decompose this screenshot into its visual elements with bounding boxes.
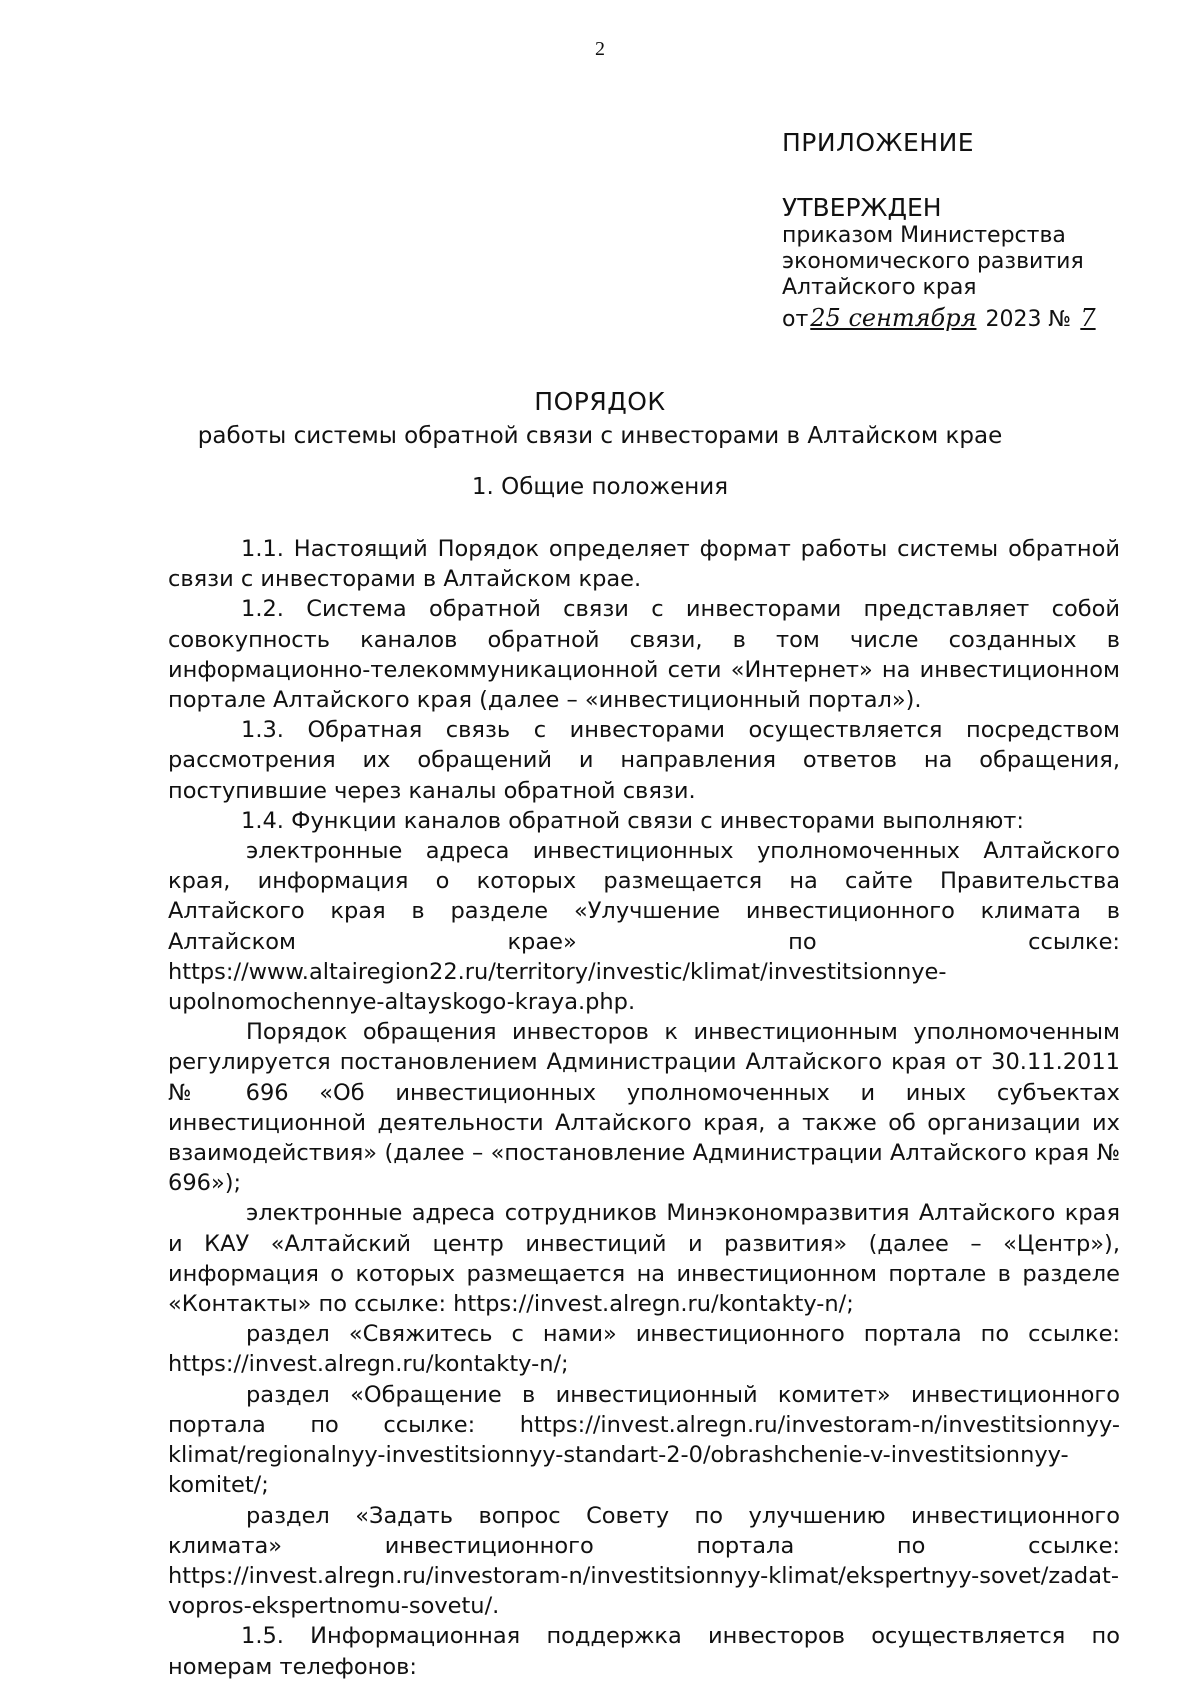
paragraph-1-4: 1.4. Функции каналов обратной связи с инвесторами выполняют:	[241, 807, 1024, 834]
section-heading: 1. Общие положения	[471, 474, 729, 500]
document-title	[0, 385, 1200, 453]
appendix-label: ПРИЛОЖЕНИЕ	[782, 128, 975, 157]
approval-line-1: приказом Министерства	[782, 223, 1066, 248]
paragraph-investment-committee: раздел «Обращение в инвестиционный комитет» инвестиционного портала по ссылке: https://invest.alregn.ru/investoram-n/investitsionnyy-klimat/regionalnyy-investitsionnyy-standart-2-0/obrashchenie-v-investitsionnyy-komitet/;	[168, 1381, 1120, 1499]
approval-line-2: экономического развития	[782, 249, 1084, 274]
approval-block	[782, 128, 1162, 337]
paragraph-channel-emails: электронные адреса инвестиционных уполномоченных Алтайского края, информация о которых размещается на сайте Правительства Алтайского края в разделе «Улучшение инвестиционного климата в Алтайском крае» по ссылке: https://www.altairegion22.ru/territory/investic/klimat/investitsionnye-upolnomochennye-altayskogo-kraya.php.	[168, 838, 1120, 1016]
date-prefix: от	[782, 307, 809, 332]
title-subtitle: работы системы обратной связи с инвесторами в Алтайском крае	[197, 423, 1003, 449]
approval-date-line	[782, 301, 1162, 337]
page-number: 2	[595, 38, 605, 60]
paragraph-staff-emails: электронные адреса сотрудников Минэкономразвития Алтайского края и КАУ «Алтайский центр инвестиций и развития» (далее – «Центр»), информация о которых размещается на инвестиционном портале в разделе «Контакты» по ссылке: https://invest.alregn.ru/kontakty-n/;	[168, 1200, 1120, 1318]
paragraph-ask-council: раздел «Задать вопрос Совету по улучшению инвестиционного климата» инвестиционного портала по ссылке: https://invest.alregn.ru/investoram-n/investitsionnyy-klimat/ekspertnyy-sovet/zadat-vopros-ekspertnomu-sovetu/.	[168, 1502, 1120, 1620]
approved-label: УТВЕРЖДЕН	[782, 193, 942, 222]
paragraph-1-3: 1.3. Обратная связь с инвесторами осуществляется посредством рассмотрения их обращений и направления ответов на обращения, поступившие через каналы обратной связи.	[168, 717, 1120, 804]
date-year: 2023 №	[985, 307, 1072, 332]
body-text	[168, 534, 1120, 1682]
paragraph-1-5: 1.5. Информационная поддержка инвесторов осуществляется по номерам телефонов:	[168, 1623, 1120, 1680]
paragraph-contact-us: раздел «Свяжитесь с нами» инвестиционного портала по ссылке: https://invest.alregn.ru/kontakty-n/;	[168, 1321, 1120, 1378]
handwritten-number: 7	[1080, 304, 1096, 332]
handwritten-date: 25 сентября	[810, 304, 977, 332]
title-main: ПОРЯДОК	[534, 387, 666, 416]
paragraph-order-of-appeal: Порядок обращения инвесторов к инвестиционным уполномоченным регулируется постановлением Администрации Алтайского края от 30.11.2011 № 696 «Об инвестиционных уполномоченных и иных субъектах инвестиционной деятельности Алтайского края, а также об организации их взаимодействия» (далее – «постановление Администрации Алтайского края № 696»);	[168, 1019, 1120, 1197]
paragraph-1-1: 1.1. Настоящий Порядок определяет формат работы системы обратной связи с инвесторами в Алтайском крае.	[168, 536, 1120, 593]
approval-line-3: Алтайского края	[782, 275, 977, 300]
paragraph-1-2: 1.2. Система обратной связи с инвесторами представляет собой совокупность каналов обратной связи, в том числе созданных в информационно-телекоммуникационной сети «Интернет» на инвестиционном портале Алтайского края (далее – «инвестиционный портал»).	[168, 596, 1120, 714]
